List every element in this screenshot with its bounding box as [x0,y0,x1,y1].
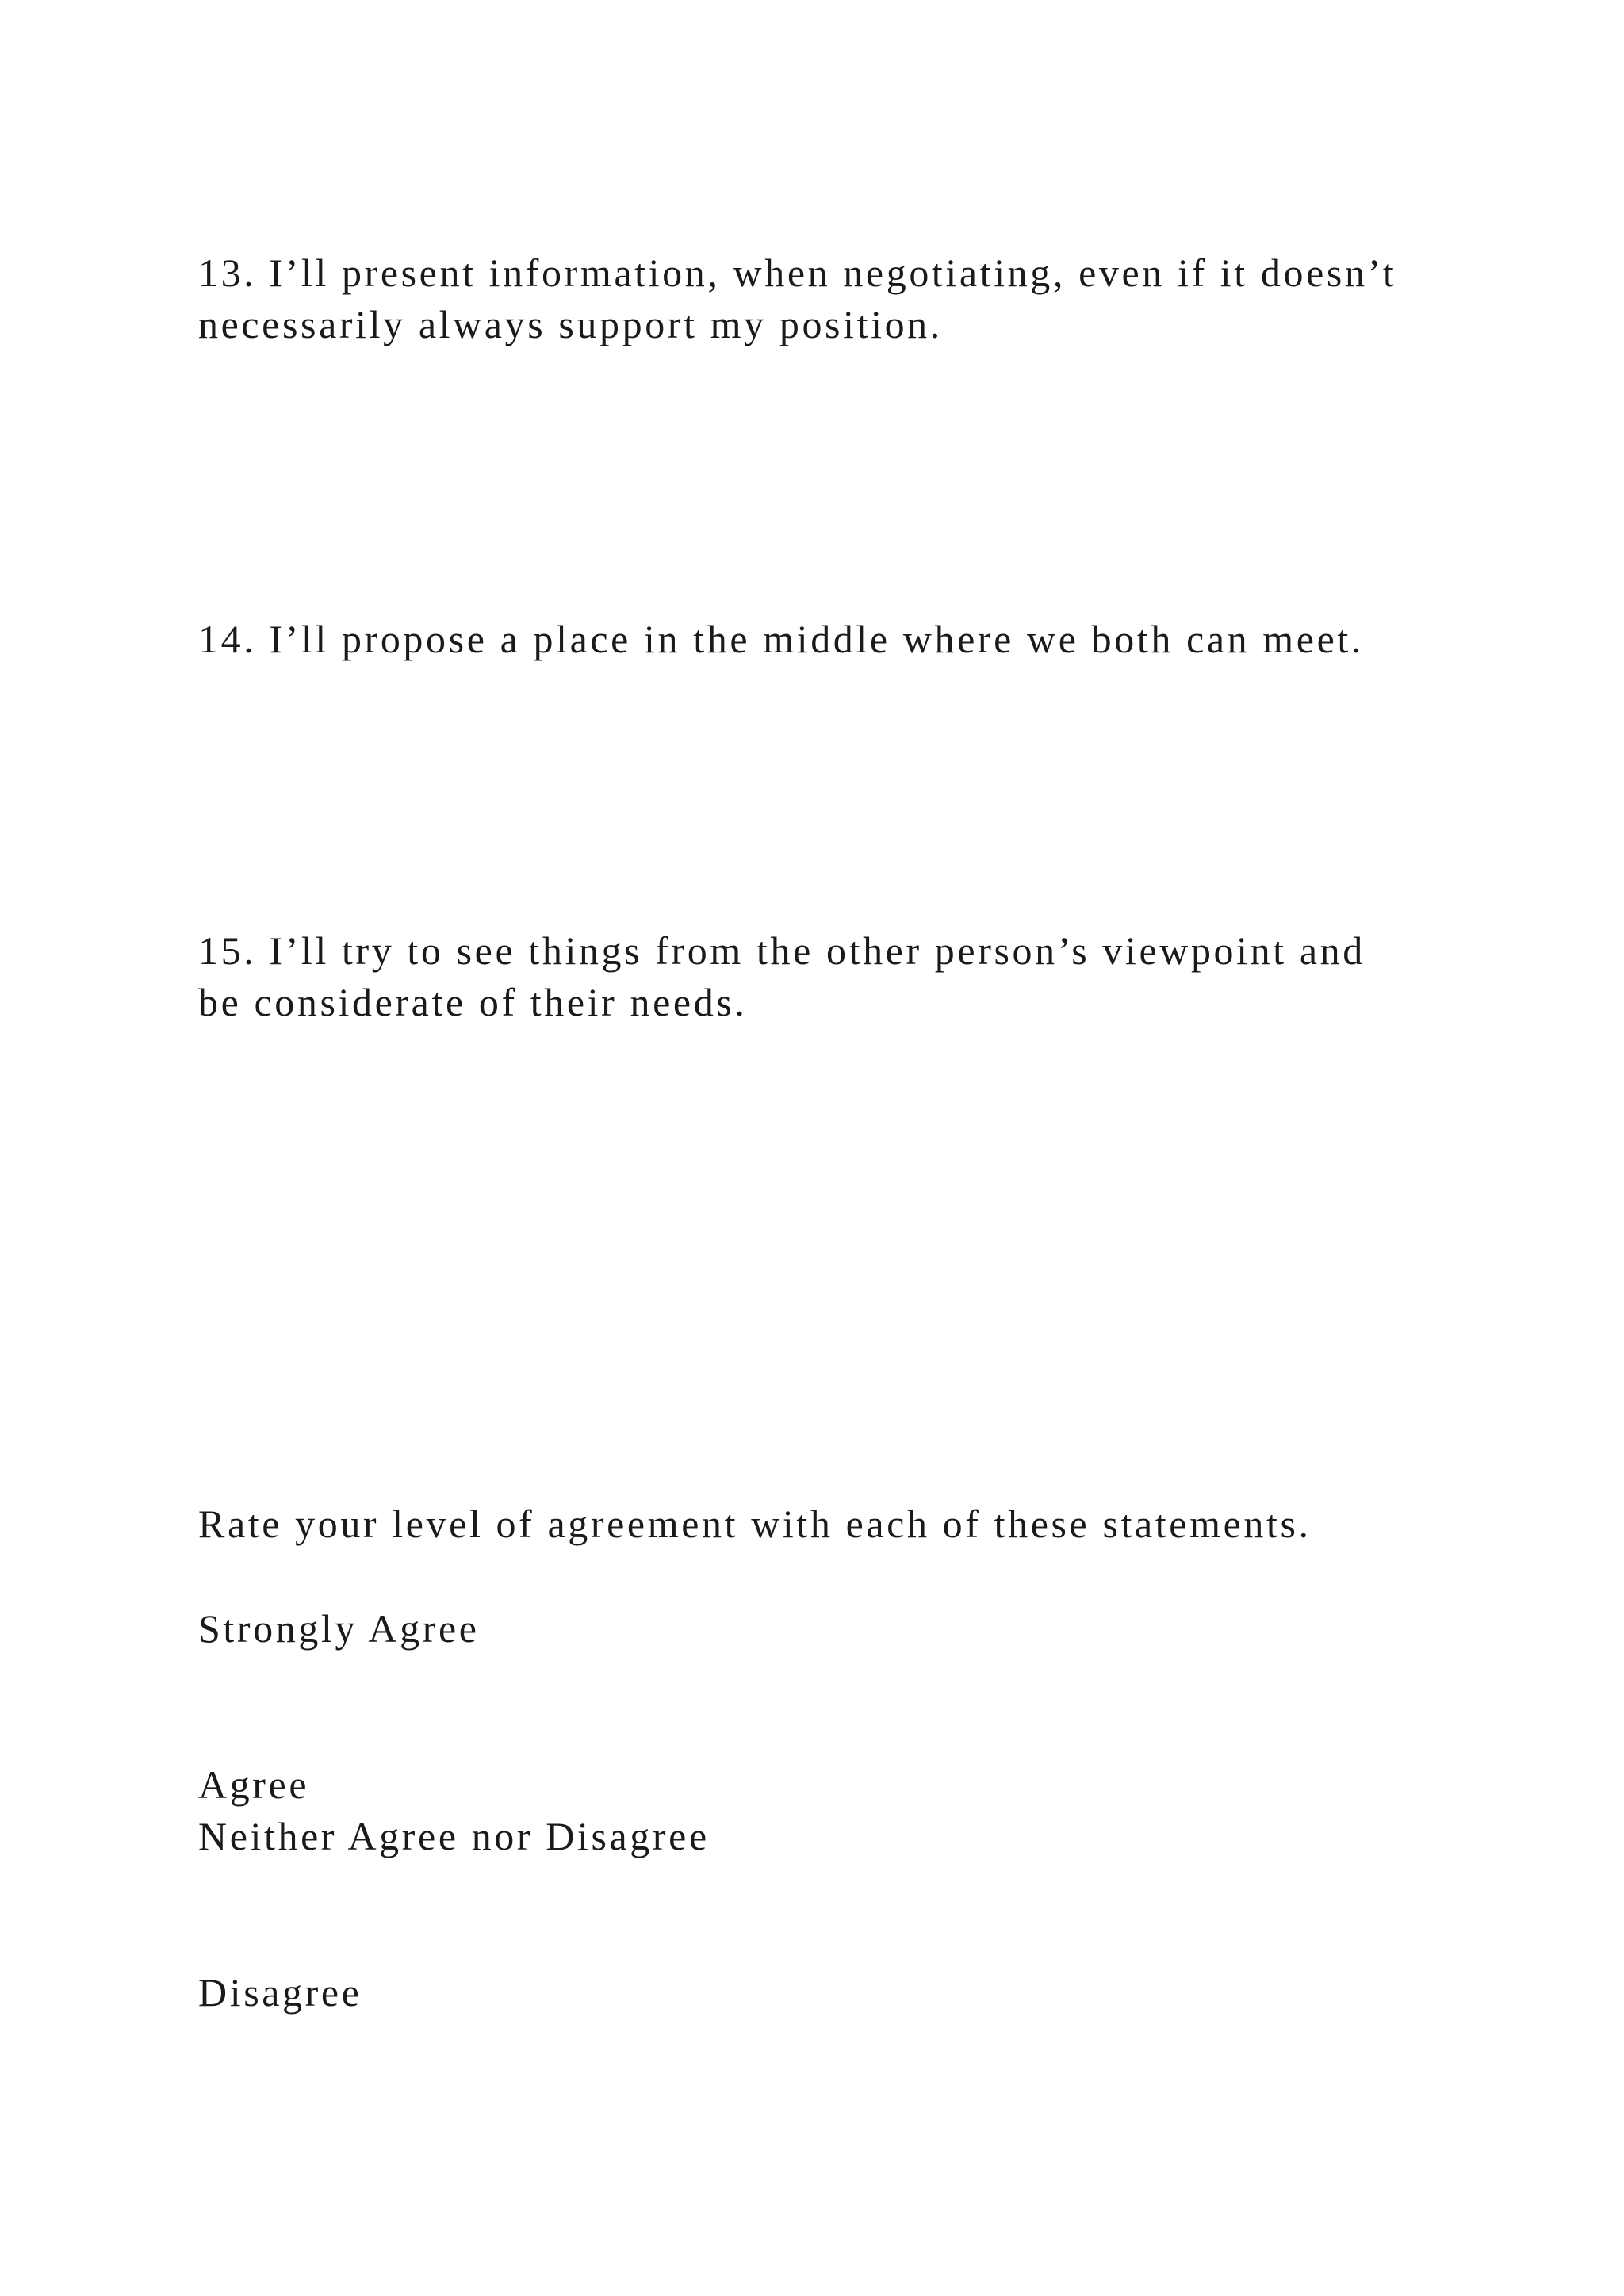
question-15-line-2: be considerate of their needs. [198,980,748,1024]
question-14 [198,614,1499,665]
question-13 [198,247,1499,350]
question-15 [198,925,1499,1028]
question-13-line-2: necessarily always support my position. [198,302,943,346]
question-15-line-1: 15. I’ll try to see things from the other person’s viewpoint and [198,928,1365,973]
scale-option-disagree: Disagree [198,1970,362,2015]
rating-instruction: Rate your level of agreement with each of these statements. [198,1502,1312,1546]
question-14-line-1: 14. I’ll propose a place in the middle where we both can meet. [198,617,1364,661]
scale-option-neither: Neither Agree nor Disagree [198,1814,710,1858]
scale-option-agree: Agree [198,1762,310,1807]
question-13-line-1: 13. I’ll present information, when negotiating, even if it doesn’t [198,251,1397,295]
scale-option-strongly-agree: Strongly Agree [198,1606,480,1651]
